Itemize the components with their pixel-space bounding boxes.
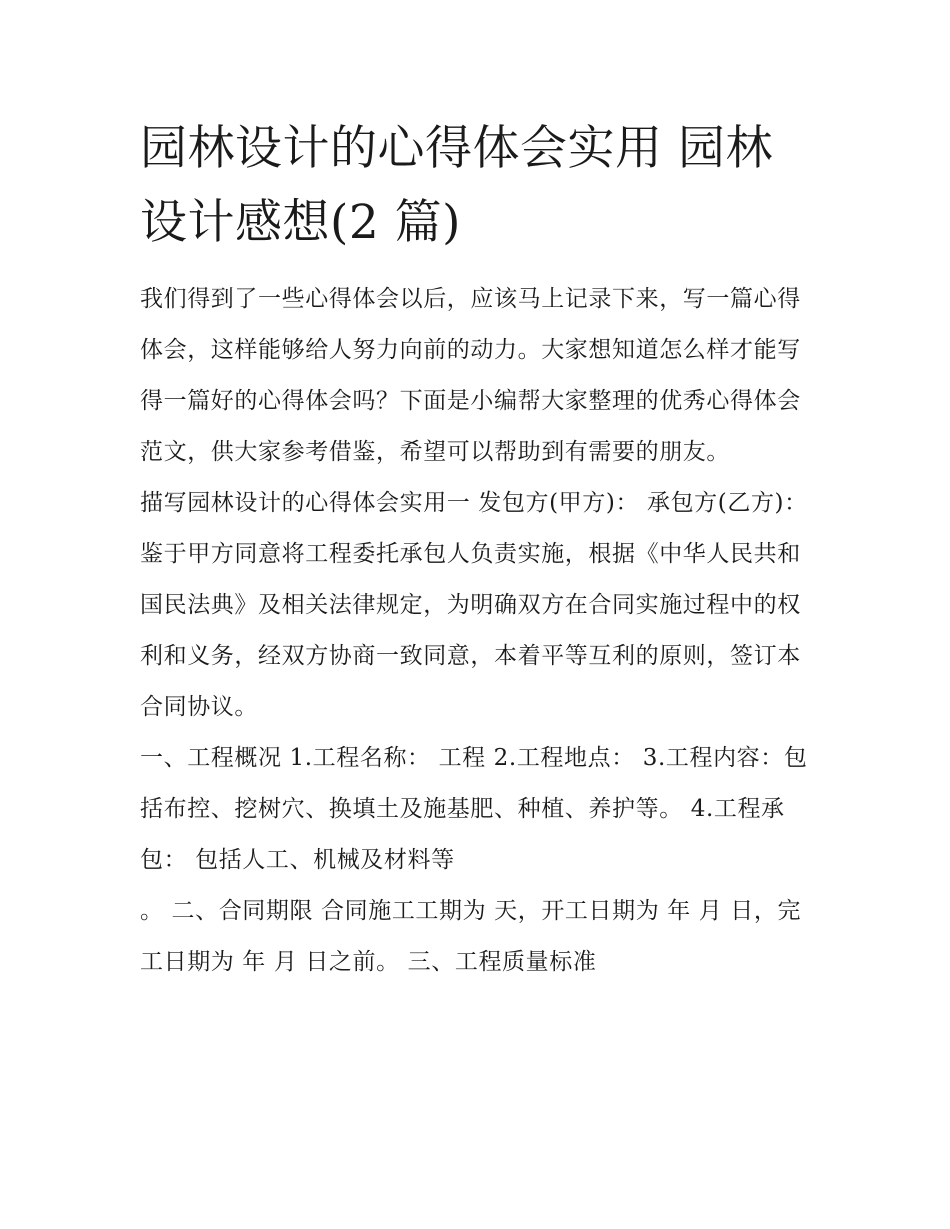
intro-paragraph: 我们得到了一些心得体会以后，应该马上记录下来，写一篇心得体会，这样能够给人努力向前的动力。大家想知道怎么样才能写得一篇好的心得体会吗？下面是小编帮大家整理的优秀心得体会范文，供大家参考借鉴，希望可以帮助到有需要的朋友。 bbox=[140, 286, 801, 465]
parties-paragraph: 描写园林设计的心得体会实用一 发包方(甲方)： 承包方(乙方)： bbox=[140, 490, 808, 516]
project-overview-paragraph: 一、工程概况 1.工程名称： 工程 2.工程地点： 3.工程内容：包括布控、挖树穴、换填土及施基肥、种植、养护等。 4.工程承包： 包括人工、机械及材料等 bbox=[140, 745, 808, 873]
document-title bbox=[140, 112, 810, 260]
preamble-paragraph: 鉴于甲方同意将工程委托承包人负责实施，根据《中华人民共和国民法典》及相关法律规定，为明确双方在合同实施过程中的权利和义务，经双方协商一致同意，本着平等互利的原则，签订本合同协议。 bbox=[140, 541, 801, 720]
title-line-2: 设计感想(2 篇) bbox=[140, 195, 462, 250]
title-line-1: 园林设计的心得体会实用 园林 bbox=[140, 121, 773, 176]
contract-term-paragraph: 。 二、合同期限 合同施工工期为 天，开工日期为 年 月 日，完工日期为 年 月 日之前。 三、工程质量标准 bbox=[140, 898, 802, 975]
